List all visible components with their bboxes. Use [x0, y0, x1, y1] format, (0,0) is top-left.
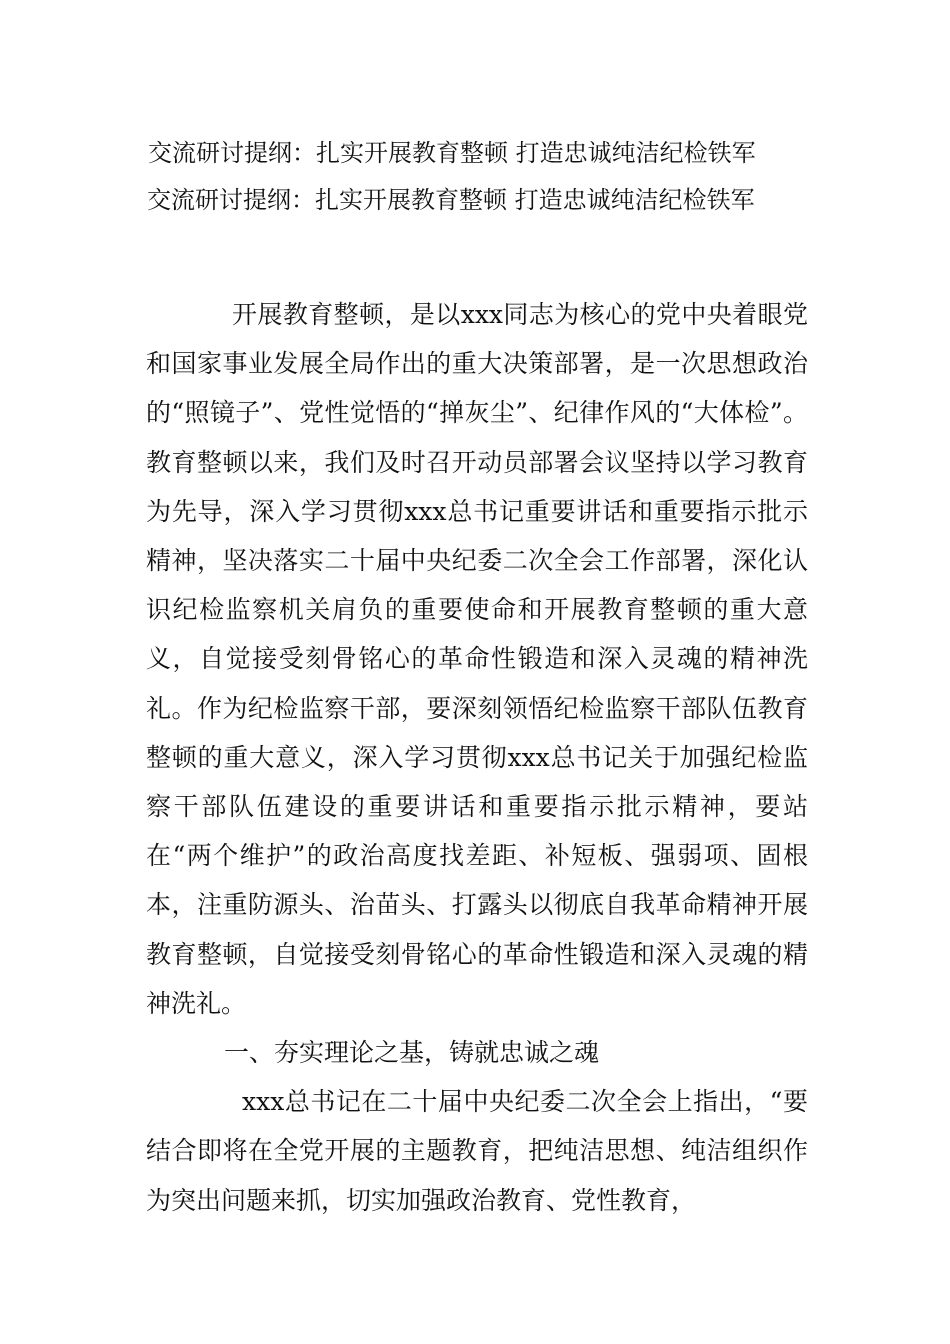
document-body	[146, 290, 808, 1225]
section-heading-1: 一、夯实理论之基，铸就忠诚之魂	[224, 1038, 600, 1068]
document-title-line-1: 交流研讨提纲：扎实开展教育整顿 打造忠诚纯洁纪检铁军	[148, 139, 756, 167]
document-title-line-2: 交流研讨提纲：扎实开展教育整顿 打造忠诚纯洁纪检铁军	[147, 186, 755, 214]
body-paragraph-section-1: xxx总书记在二十届中央纪委二次全会上指出，“要结合即将在全党开展的主题教育，把纯洁思想、纯洁组织作为突出问题来抓，切实加强政治教育、党性教育，	[146, 1087, 808, 1215]
body-paragraph-intro: 开展教育整顿，是以xxx同志为核心的党中央着眼党和国家事业发展全局作出的重大决策部署，是一次思想政治的“照镜子”、党性觉悟的“掸灰尘”、纪律作风的“大体检”。教育整顿以来，我们及时召开动员部署会议坚持以学习教育为先导，深入学习贯彻xxx总书记重要讲话和重要指示批示精神，坚决落实二十届中央纪委二次全会工作部署，深化认识纪检监察机关肩负的重要使命和开展教育整顿的重大意义，自觉接受刻骨铭心的革命性锻造和深入灵魂的精神洗礼。作为纪检监察干部，要深刻领悟纪检监察干部队伍教育整顿的重大意义，深入学习贯彻xxx总书记关于加强纪检监察干部队伍建设的重要讲话和重要指示批示精神，要站在“两个维护”的政治高度找差距、补短板、强弱项、固根本，注重防源头、治苗头、打露头以彻底自我革命精神开展教育整顿，自觉接受刻骨铭心的革命性锻造和深入灵魂的精神洗礼。	[146, 300, 808, 1018]
